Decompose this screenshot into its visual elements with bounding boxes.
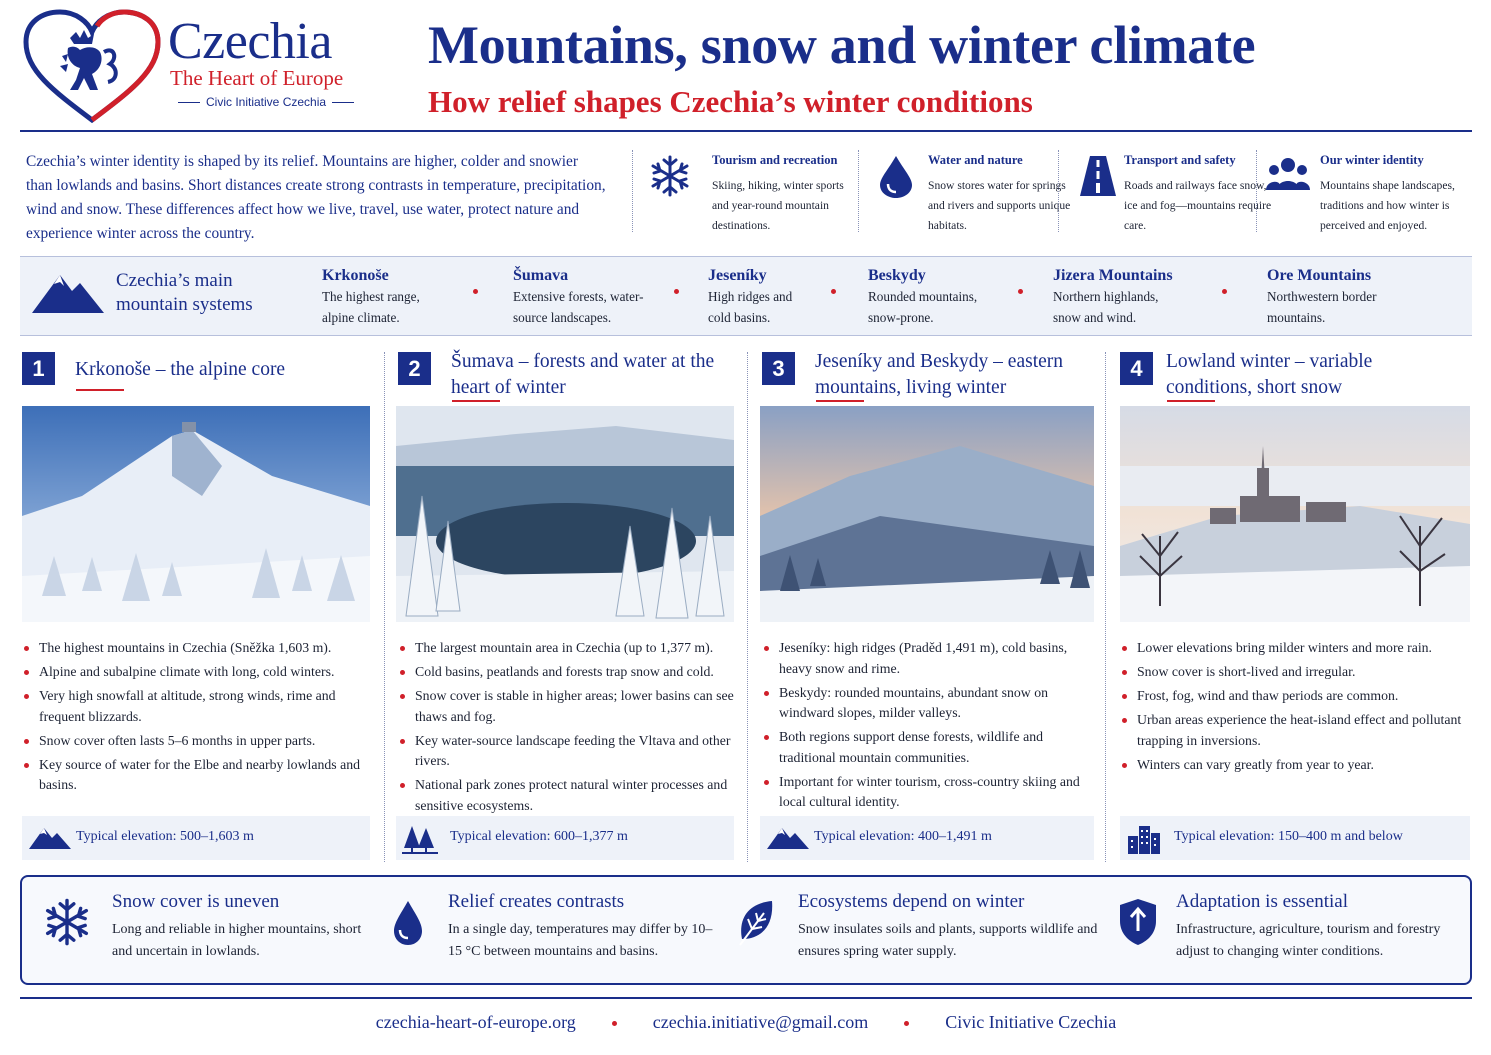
page-title: Mountains, snow and winter climate [428, 15, 1256, 75]
shield-icon [1116, 897, 1160, 947]
system-name: Krkonoše [322, 267, 389, 284]
info-title: Tourism and recreation [712, 153, 838, 167]
info-title: Our winter identity [1320, 153, 1424, 167]
divider [384, 352, 385, 862]
road-icon [1076, 154, 1120, 198]
system-name: Ore Mountains [1267, 267, 1372, 284]
section-title: Lowland winter – variable conditions, short snow [1166, 351, 1373, 398]
brand-name: Czechia [168, 13, 332, 70]
title-underline [1167, 400, 1215, 402]
info-text: Mountains shape landscapes, traditions and how winter is perceived and enjoyed. [1320, 179, 1455, 232]
list-item: Very high snowfall at altitude, strong winds, rime and frequent blizzards. [22, 686, 370, 727]
system-item [322, 267, 442, 328]
bullet-list [762, 638, 1094, 816]
system-text: High ridges and cold basins. [708, 289, 793, 325]
system-text: Northern highlands, snow and wind. [1053, 289, 1159, 325]
list-item: Alpine and subalpine climate with long, cold winters. [22, 662, 370, 683]
fact-text: Snow insulates soils and plants, supports wildlife and ensures spring water supply. [798, 922, 1098, 959]
section-number: 1 [22, 352, 55, 385]
separator-dot [1018, 289, 1023, 294]
fact-title: Relief creates contrasts [448, 891, 625, 912]
separator-dot [831, 289, 836, 294]
divider [858, 150, 859, 232]
info-title: Transport and safety [1124, 153, 1236, 167]
info-text: Roads and railways face snow, ice and fog—mountains require care. [1124, 179, 1272, 232]
lowland-photo [1120, 406, 1470, 622]
system-text: Rounded mountains, snow-prone. [868, 289, 978, 325]
list-item: Snow cover is short-lived and irregular. [1120, 662, 1470, 683]
list-item: Winters can vary greatly from year to year. [1120, 755, 1470, 776]
mountain-systems-band [20, 256, 1472, 336]
section-title: Krkonoše – the alpine core [75, 359, 286, 380]
system-item [868, 267, 998, 328]
sumava-photo [396, 406, 734, 622]
list-item: Snow cover often lasts 5–6 months in upper parts. [22, 731, 370, 752]
list-item: The highest mountains in Czechia (Sněžka 1,603 m). [22, 638, 370, 659]
list-item: Jeseníky: high ridges (Praděd 1,491 m), cold basins, heavy snow and rime. [762, 638, 1094, 679]
header-rule [20, 130, 1472, 132]
elevation-text: Typical elevation: 600–1,377 m [450, 829, 628, 844]
system-item [513, 267, 663, 328]
fact-title: Ecosystems depend on winter [798, 891, 1025, 912]
mountain-icon [28, 824, 72, 850]
system-name: Beskydy [868, 267, 926, 284]
page-subtitle: How relief shapes Czechia’s winter conditions [428, 84, 1033, 119]
list-item: Urban areas experience the heat-island effect and pollutant trapping in inversions. [1120, 710, 1470, 751]
list-item: Frost, fog, wind and thaw periods are common. [1120, 686, 1470, 707]
list-item: Both regions support dense forests, wildlife and traditional mountain communities. [762, 727, 1094, 768]
section-title: Jeseníky and Beskydy – eastern mountains, living winter [815, 351, 1064, 398]
system-text: Extensive forests, water-source landscapes. [513, 289, 644, 325]
elevation-text: Typical elevation: 400–1,491 m [814, 829, 992, 844]
bullet-list [1120, 638, 1470, 779]
water-drop-icon [386, 897, 430, 947]
system-text: Northwestern border mountains. [1267, 289, 1377, 325]
divider [1058, 150, 1059, 232]
leaf-icon [734, 897, 780, 947]
list-item: Lower elevations bring milder winters and more rain. [1120, 638, 1470, 659]
elevation-box [396, 816, 734, 860]
title-underline [76, 389, 124, 391]
list-item: Key source of water for the Elbe and nearby lowlands and basins. [22, 755, 370, 796]
divider [1105, 352, 1106, 862]
divider [1256, 150, 1257, 232]
fact-text: Long and reliable in higher mountains, short and uncertain in lowlands. [112, 922, 362, 959]
section-number: 4 [1120, 352, 1153, 385]
system-name: Šumava [513, 267, 569, 284]
footer-org: Civic Initiative Czechia [945, 1012, 1117, 1032]
brand-logo [22, 8, 362, 123]
brand-tagline: The Heart of Europe [170, 66, 344, 90]
fact-title: Adaptation is essential [1176, 891, 1349, 912]
intro-paragraph: Czechia’s winter identity is shaped by its relief. Mountains are higher, colder and snowier than lowlands and basins. Short distances create strong contrasts in temperature, precipitation, wind and snow. These differences affect how we live, travel, use water, protect nature and experience winter across the country. [26, 153, 606, 242]
krkonose-photo [22, 406, 370, 622]
fact-text: Infrastructure, agriculture, tourism and forestry adjust to changing winter conditions. [1176, 922, 1441, 959]
system-item [1267, 267, 1397, 328]
section-number: 2 [398, 352, 431, 385]
list-item: Beskydy: rounded mountains, abundant snow on windward slopes, milder valleys. [762, 683, 1094, 724]
system-name: Jeseníky [708, 267, 767, 284]
brand-civic-label: Civic Initiative Czechia [172, 95, 360, 109]
elevation-box [760, 816, 1094, 860]
people-icon [1266, 154, 1310, 198]
list-item: Key water-source landscape feeding the Vltava and other rivers. [398, 731, 734, 772]
title-underline [816, 400, 864, 402]
section-number: 3 [762, 352, 795, 385]
bullet-list [398, 638, 734, 820]
list-item: Important for winter tourism, cross-country skiing and local cultural identity. [762, 772, 1094, 813]
system-name: Jizera Mountains [1053, 267, 1173, 284]
separator-dot [904, 1021, 909, 1026]
info-text: Snow stores water for springs and rivers and supports unique habitats. [928, 179, 1071, 232]
list-item: National park zones protect natural winter processes and sensitive ecosystems. [398, 775, 734, 816]
website-link[interactable]: czechia-heart-of-europe.org [375, 1012, 576, 1032]
elevation-text: Typical elevation: 150–400 m and below [1174, 829, 1403, 844]
snowflake-icon [648, 154, 692, 198]
heart-lion-emblem [22, 8, 162, 123]
separator-dot [473, 289, 478, 294]
mountain-icon [30, 267, 106, 317]
footer-rule [20, 997, 1472, 999]
separator-dot [674, 289, 679, 294]
elevation-box [1120, 816, 1470, 860]
system-text: The highest range, alpine climate. [322, 289, 420, 325]
bullet-list [22, 638, 370, 799]
divider [632, 150, 633, 232]
system-item [708, 267, 818, 328]
footer [20, 1012, 1472, 1033]
system-item [1053, 267, 1183, 328]
list-item: The largest mountain area in Czechia (up to 1,377 m). [398, 638, 734, 659]
separator-dot [1222, 289, 1227, 294]
forest-icon [402, 824, 442, 854]
info-text: Skiing, hiking, winter sports and year-round mountain destinations. [712, 179, 844, 232]
water-drop-icon [874, 154, 918, 198]
city-icon [1126, 824, 1162, 856]
list-item: Snow cover is stable in higher areas; lower basins can see thaws and fog. [398, 686, 734, 727]
systems-title: Czechia’s main mountain systems [116, 270, 253, 315]
snowflake-icon [42, 897, 92, 947]
divider [747, 352, 748, 862]
elevation-box [22, 816, 370, 860]
section-title: Šumava – forests and water at the heart of winter [451, 351, 715, 398]
title-underline [452, 400, 500, 402]
email-link[interactable]: czechia.initiative@gmail.com [652, 1012, 869, 1032]
fact-text: In a single day, temperatures may differ by 10–15 °C between mountains and basins. [448, 922, 713, 959]
list-item: Cold basins, peatlands and forests trap snow and cold. [398, 662, 734, 683]
mountain-icon [766, 824, 810, 850]
fact-title: Snow cover is uneven [112, 891, 280, 912]
info-title: Water and nature [928, 153, 1023, 167]
jeseniky-photo [760, 406, 1094, 622]
separator-dot [612, 1021, 617, 1026]
elevation-text: Typical elevation: 500–1,603 m [76, 829, 254, 844]
key-facts-box [20, 875, 1472, 985]
